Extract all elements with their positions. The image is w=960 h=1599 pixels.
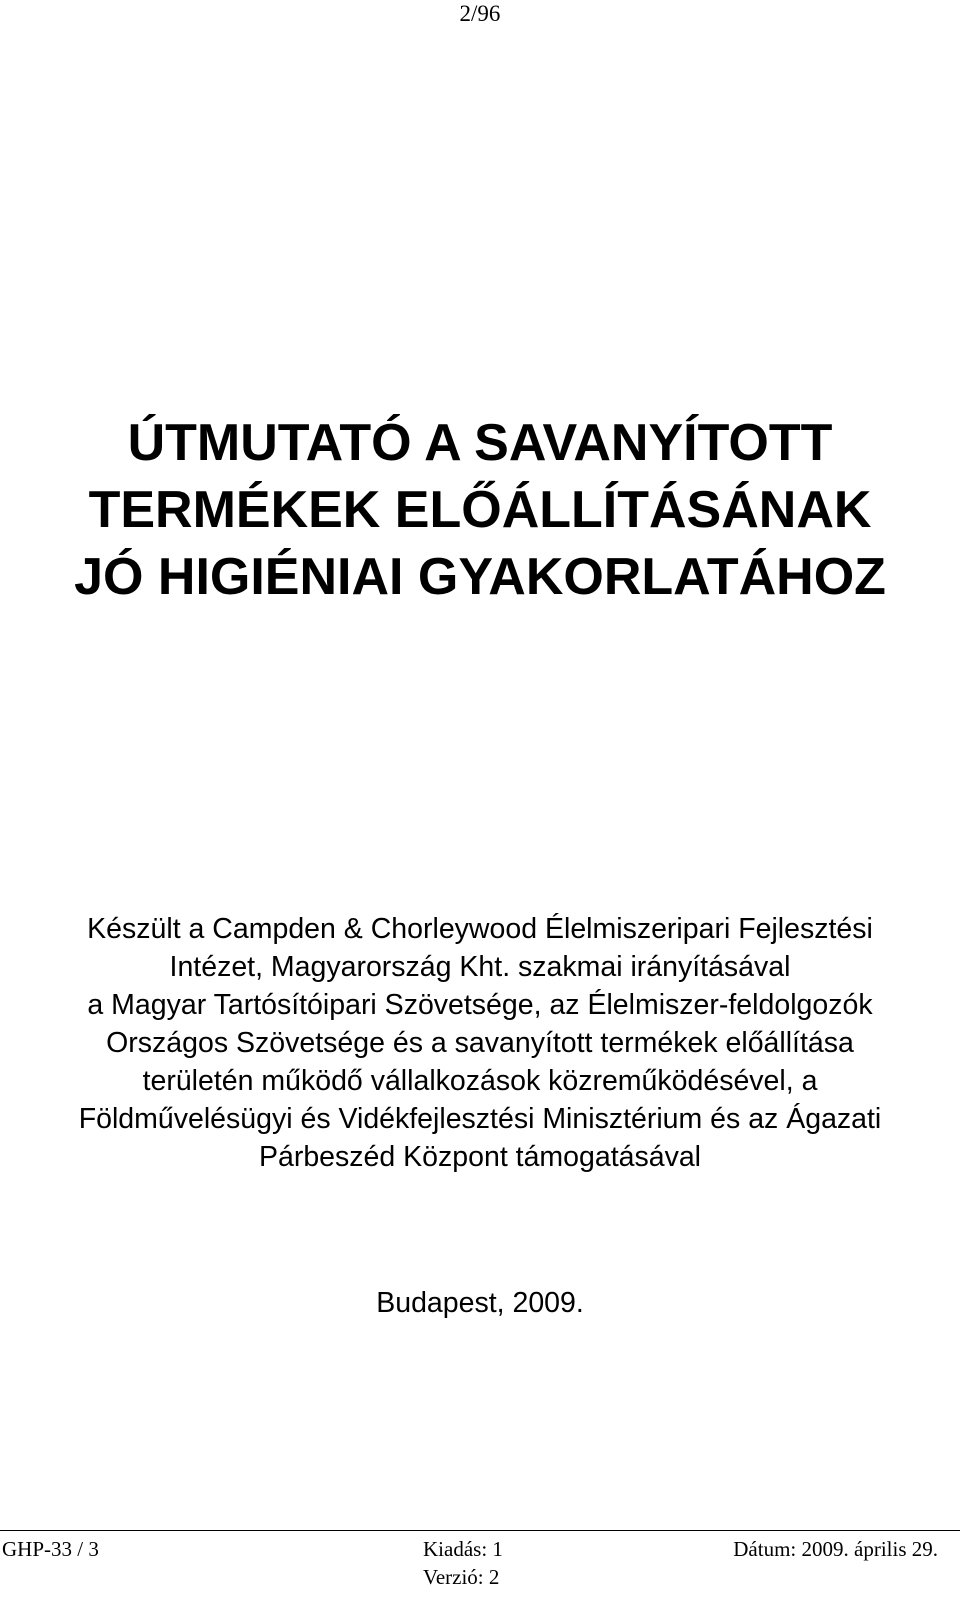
title-line: TERMÉKEK ELŐÁLLÍTÁSÁNAK (88, 481, 872, 539)
title-line: JÓ HIGIÉNIAI GYAKORLATÁHOZ (74, 548, 886, 606)
place-and-year: Budapest, 2009. (376, 1287, 584, 1319)
footer-divider (0, 1530, 960, 1531)
edition-number: Kiadás: 1 (423, 1537, 503, 1561)
page-footer (0, 1530, 960, 1599)
statement-line: a Magyar Tartósítóipari Szövetsége, az Élelmiszer-feldolgozók (87, 989, 873, 1021)
statement-line: Országos Szövetsége és a savanyított termékek előállítása (106, 1027, 854, 1059)
statement-line: Készült a Campden & Chorleywood Élelmiszeripari Fejlesztési (87, 913, 873, 945)
page-number: 2/96 (459, 1, 501, 26)
document-code: GHP-33 / 3 (2, 1537, 99, 1561)
edition-info (423, 1535, 503, 1591)
preparation-statement (0, 910, 960, 1176)
statement-line: Párbeszéd Központ támogatásával (258, 1141, 702, 1173)
version-number: Verzió: 2 (423, 1565, 500, 1589)
statement-line: Intézet, Magyarország Kht. szakmai irányításával (169, 951, 791, 983)
document-date: Dátum: 2009. április 29. (733, 1537, 938, 1561)
document-title (0, 410, 960, 611)
statement-line: Földművelésügyi és Vidékfejlesztési Minisztérium és az Ágazati (78, 1103, 882, 1135)
title-line: ÚTMUTATÓ A SAVANYÍTOTT (127, 414, 833, 472)
statement-line: területén működő vállalkozások közreműködésével, a (142, 1065, 818, 1097)
